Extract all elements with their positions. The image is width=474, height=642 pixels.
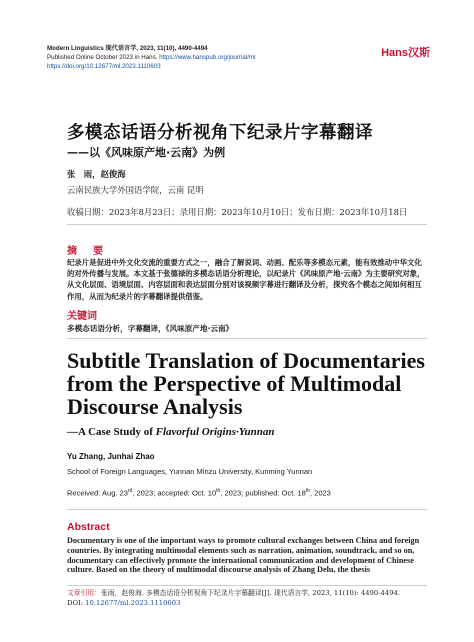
published-date: , 2023; published: Oct. 18 [220,488,306,498]
divider [67,338,427,339]
chinese-title: 多模态话语分析视角下纪录片字幕翻译 [67,123,373,143]
journal-line: Modern Linguistics 现代语言学, 2023, 11(10), 4490-4494 [47,45,208,52]
english-subtitle [67,426,274,438]
chinese-abstract: 纪录片是促进中外文化交流的重要方式之一，融合了解说词、动画、配乐等多模态元素，能有效推动中华文化的对外传播与发展。本文基于张德禄的多模态话语分析理论，以纪录片《风味原产地·云南》为主要研究对象，从文化层面、语境层面、内容层面和表达层面分别对该视频字幕进行翻译及分析，探究各个模态之间如何相互作用，从而为纪录片的字幕翻译提供借鉴。 [67,258,425,301]
accepted-date: , 2023; accepted: Oct. 10 [132,488,217,498]
published-line [47,54,255,62]
chinese-keywords-heading: 关键词 [67,311,97,322]
citation-text: 张雨，赵俊海. 多模态话语分析视角下纪录片字幕翻译[J]. 现代语言学, 2023, 11(10): 4490-4494. [100,589,401,597]
english-subtitle-prefix: —A Case Study of [67,426,156,438]
divider [67,509,427,510]
english-authors: Yu Zhang, Junhai Zhao [67,452,155,461]
english-affiliation: School of Foreign Languages, Yunnan Minzu University, Kunming Yunnan [67,467,313,476]
citation [67,589,437,599]
divider [67,224,427,225]
published-year: , 2023 [309,488,331,498]
doi-line [47,63,161,71]
published-sup: th [305,488,310,494]
citation-label: 文章引用： [67,589,101,597]
chinese-authors: 张 雨，赵俊海 [67,169,126,179]
accepted-sup: th [216,488,221,494]
hans-logo: Hans汉斯 [381,47,430,59]
chinese-abstract-heading: 摘 要 [67,246,106,257]
english-abstract-heading: Abstract [67,521,110,533]
citation-doi [67,599,180,609]
divider [67,585,427,586]
citation-doi-link[interactable]: 10.12677/ml.2023.1110603 [85,599,181,607]
chinese-keywords: 多模态话语分析，字幕翻译，《风味原产地·云南》 [67,324,234,333]
citation-doi-label: DOI: [67,599,86,607]
chinese-dates: 收稿日期：2023年8月23日；录用日期：2023年10月10日；发布日期：2023年10月18日 [67,207,408,217]
english-title: Subtitle Translation of Documentaries from the Perspective of Multimodal Discourse Analysis [67,348,425,419]
chinese-affiliation: 云南民族大学外国语学院，云南 昆明 [67,185,204,195]
journal-url-link[interactable]: https://www.hanspub.org/journal/ml [159,54,256,61]
english-subtitle-italic: Flavorful Origins·Yunnan [155,426,275,438]
doi-link[interactable]: https://doi.org/10.12677/ml.2023.1110603 [47,63,161,70]
published-text: Published Online October 2023 in Hans. [47,54,160,61]
received-date: Received: Aug. 23 [67,488,128,498]
received-sup: rd [127,488,133,494]
english-dates [67,488,331,498]
chinese-subtitle: ——以《风味原产地·云南》为例 [67,146,226,159]
english-abstract: Documentary is one of the important ways to promote cultural exchanges between China and foreign countries. By integrating multimodal elements such as narration, animation, soundtrack, and so on, documentary can effectively promote the international communication and development of Chinese culture. Based on the theory of multimodal discourse analysis of Zhang Delu, the thesis [67,536,420,575]
